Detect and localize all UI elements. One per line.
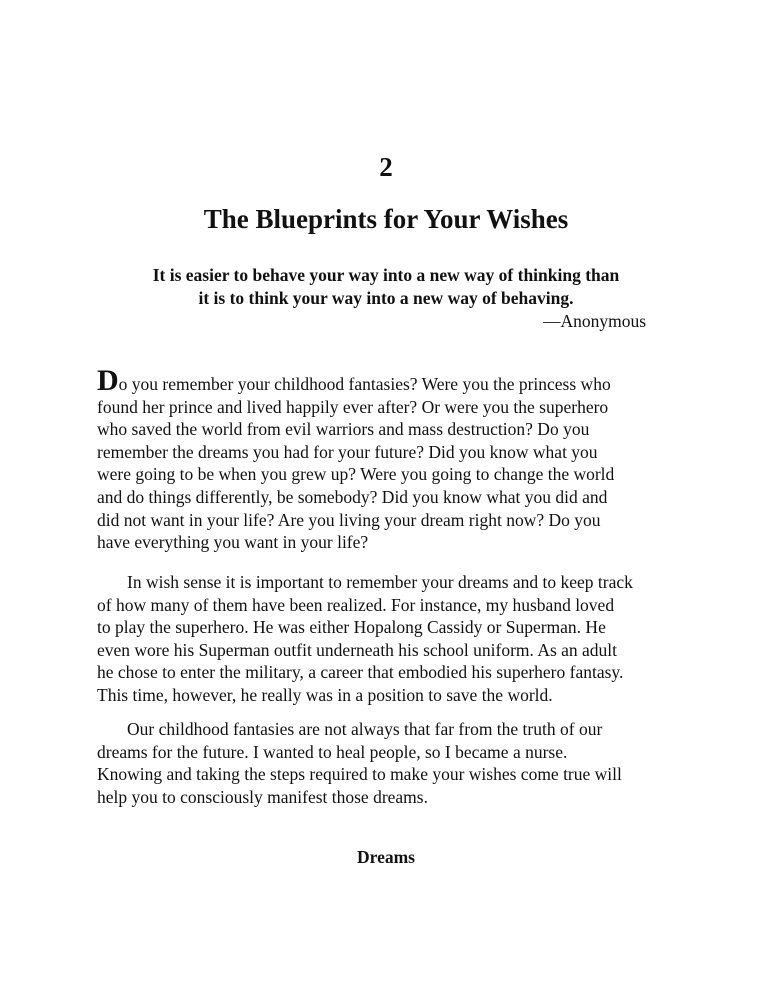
paragraph-line: were going to be when you grew up? Were you going to change the world — [97, 464, 615, 485]
paragraph-line: dreams for the future. I wanted to heal people, so I became a nurse. — [97, 741, 568, 762]
paragraph-line: This time, however, he really was in a position to save the world. — [97, 684, 553, 705]
epigraph-line: it is to think your way into a new way of behaving. — [198, 288, 574, 308]
paragraph-line: remember the dreams you had for your future? Did you know what you — [97, 441, 598, 462]
paragraph-line: and do things differently, be somebody? Did you know what you did and — [97, 486, 608, 507]
paragraph-3 — [97, 718, 677, 808]
paragraph-line: even wore his Superman outfit underneath his school uniform. As an adult — [97, 639, 618, 660]
paragraph-line: have everything you want in your life? — [97, 532, 369, 553]
epigraph-attribution: —Anonymous — [542, 311, 646, 331]
paragraph-line: he chose to enter the military, a career that embodied his superhero fantasy. — [97, 662, 624, 683]
paragraph-2 — [97, 571, 677, 707]
paragraph-line: Our childhood fantasies are not always that far from the truth of our — [127, 719, 603, 739]
drop-cap: D — [97, 364, 119, 397]
paragraph-1 — [97, 364, 677, 554]
paragraph-line-text: o you remember your childhood fantasies? Were you the princess who — [118, 374, 611, 394]
paragraph-line — [97, 364, 677, 397]
paragraph-line: of how many of them have been realized. For instance, my husband loved — [97, 594, 615, 615]
paragraph-line: help you to consciously manifest those dreams. — [97, 786, 428, 807]
epigraph-line: It is easier to behave your way into a new way of thinking than — [152, 265, 620, 285]
chapter-number: 2 — [379, 152, 393, 182]
epigraph-quote — [100, 264, 672, 310]
paragraph-line: who saved the world from evil warriors and mass destruction? Do you — [97, 419, 590, 440]
chapter-title: The Blueprints for Your Wishes — [203, 204, 569, 234]
paragraph-line: to play the superhero. He was either Hopalong Cassidy or Superman. He — [97, 617, 606, 638]
paragraph-line: did not want in your life? Are you living your dream right now? Do you — [97, 509, 601, 530]
section-heading: Dreams — [357, 847, 415, 867]
paragraph-line: In wish sense it is important to remember your dreams and to keep track — [127, 572, 633, 592]
paragraph-line: Knowing and taking the steps required to make your wishes come true will — [97, 764, 622, 785]
paragraph-line: found her prince and lived happily ever after? Or were you the superhero — [97, 396, 609, 417]
